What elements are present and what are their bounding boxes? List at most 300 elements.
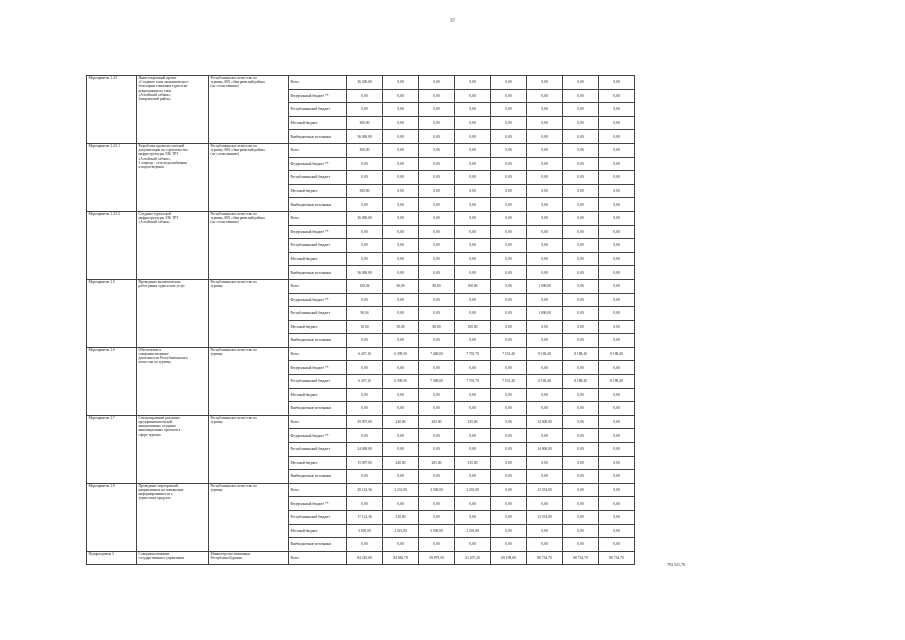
executor-cell: Республиканское агентство по туризму, МО «Заиграевский район» (по согласованию) bbox=[209, 143, 289, 211]
amount-cell: 0,00 bbox=[455, 361, 491, 375]
funding-source-cell: Федеральный бюджет ** bbox=[289, 497, 347, 511]
amount-cell: 7 400,00 bbox=[419, 375, 455, 389]
amount-cell: 17 122,36 bbox=[347, 511, 383, 525]
amount-cell: 0,00 bbox=[383, 388, 419, 402]
amount-cell: 205,00 bbox=[419, 456, 455, 470]
table-row bbox=[87, 279, 635, 293]
amount-cell: 300,00 bbox=[347, 184, 383, 198]
amount-cell: 0,00 bbox=[491, 279, 527, 293]
amount-cell: 0,00 bbox=[563, 279, 599, 293]
amount-cell: 0,00 bbox=[419, 443, 455, 457]
amount-cell: 2 201,00 bbox=[455, 524, 491, 538]
funding-source-cell: Внебюджетные источники bbox=[289, 198, 347, 212]
amount-cell: 0,00 bbox=[419, 157, 455, 171]
amount-cell: 0,00 bbox=[347, 470, 383, 484]
table-row bbox=[87, 483, 635, 497]
measure-cell: Подпрограмма 3 bbox=[87, 551, 137, 565]
amount-cell: 0,00 bbox=[527, 361, 563, 375]
amount-cell: 0,00 bbox=[599, 116, 635, 130]
amount-cell: 0,00 bbox=[347, 89, 383, 103]
amount-cell: 0,00 bbox=[455, 293, 491, 307]
amount-cell: 0,00 bbox=[491, 524, 527, 538]
measure-cell: Мероприятие 2.7 bbox=[87, 415, 137, 483]
amount-cell: 0,00 bbox=[347, 334, 383, 348]
executor-cell: Республиканское агентство по туризму bbox=[209, 347, 289, 415]
executor-cell: Республиканское агентство по туризму, МО «Заиграевский район» (по согласованию) bbox=[209, 76, 289, 144]
amount-cell: 8 188,40 bbox=[599, 375, 635, 389]
amount-cell: 13 554,00 bbox=[527, 511, 563, 525]
amount-cell: 0,00 bbox=[599, 456, 635, 470]
amount-cell: 0,00 bbox=[527, 266, 563, 280]
amount-cell: 0,00 bbox=[527, 89, 563, 103]
amount-cell: 0,00 bbox=[599, 511, 635, 525]
funding-source-cell: Всего bbox=[289, 415, 347, 429]
amount-cell: 1 000,00 bbox=[527, 307, 563, 321]
amount-cell: 61 457,20 bbox=[455, 551, 491, 565]
amount-cell: 0,00 bbox=[419, 511, 455, 525]
amount-cell: 8 188,40 bbox=[563, 347, 599, 361]
amount-cell: 69 198,00 bbox=[491, 551, 527, 565]
amount-cell: 0,00 bbox=[455, 76, 491, 90]
amount-cell: 3 021,00 bbox=[383, 524, 419, 538]
amount-cell: 0,00 bbox=[383, 443, 419, 457]
amount-cell: 0,00 bbox=[599, 320, 635, 334]
amount-cell: 0,00 bbox=[563, 456, 599, 470]
amount-cell: 0,00 bbox=[491, 456, 527, 470]
amount-cell: 0,00 bbox=[491, 171, 527, 185]
funding-source-cell: Внебюджетные источники bbox=[289, 538, 347, 552]
amount-cell: 0,00 bbox=[527, 456, 563, 470]
amount-cell: 0,00 bbox=[455, 470, 491, 484]
amount-cell: 0,00 bbox=[599, 307, 635, 321]
funding-source-cell: Республиканский бюджет bbox=[289, 239, 347, 253]
amount-cell: 0,00 bbox=[347, 293, 383, 307]
amount-cell: 0,00 bbox=[383, 76, 419, 90]
table-row bbox=[87, 415, 635, 429]
amount-cell: 0,00 bbox=[419, 388, 455, 402]
amount-cell: 0,00 bbox=[527, 76, 563, 90]
amount-cell: 0,00 bbox=[563, 320, 599, 334]
amount-cell: 0,00 bbox=[347, 361, 383, 375]
amount-cell: 36 000,00 bbox=[347, 130, 383, 144]
amount-cell: 0,00 bbox=[599, 443, 635, 457]
funding-source-cell: Местный бюджет bbox=[289, 116, 347, 130]
funding-source-cell: Республиканский бюджет bbox=[289, 375, 347, 389]
amount-cell: 0,00 bbox=[527, 470, 563, 484]
amount-cell: 0,00 bbox=[491, 497, 527, 511]
funding-source-cell: Республиканский бюджет bbox=[289, 307, 347, 321]
amount-cell: 0,00 bbox=[527, 130, 563, 144]
table-row bbox=[87, 551, 635, 565]
amount-cell: 300,00 bbox=[347, 143, 383, 157]
amount-cell: 0,00 bbox=[491, 157, 527, 171]
amount-cell: 0,00 bbox=[347, 402, 383, 416]
amount-cell: 0,00 bbox=[599, 524, 635, 538]
amount-cell: 0,00 bbox=[383, 252, 419, 266]
amount-cell: 0,00 bbox=[527, 116, 563, 130]
amount-cell: 0,00 bbox=[455, 103, 491, 117]
budget-table bbox=[86, 75, 635, 565]
funding-source-cell: Федеральный бюджет ** bbox=[289, 429, 347, 443]
amount-cell: 0,00 bbox=[455, 157, 491, 171]
amount-cell: 0,00 bbox=[491, 239, 527, 253]
amount-cell: 0,00 bbox=[419, 184, 455, 198]
amount-cell: 0,00 bbox=[491, 130, 527, 144]
amount-cell: 0,00 bbox=[383, 538, 419, 552]
amount-cell: 0,00 bbox=[563, 116, 599, 130]
funding-source-cell: Внебюджетные источники bbox=[289, 130, 347, 144]
amount-cell: 0,00 bbox=[599, 293, 635, 307]
amount-cell: 0,00 bbox=[491, 76, 527, 90]
amount-cell: 0,00 bbox=[527, 334, 563, 348]
amount-cell: 0,00 bbox=[491, 483, 527, 497]
amount-cell: 0,00 bbox=[383, 239, 419, 253]
amount-cell: 0,00 bbox=[563, 89, 599, 103]
amount-cell: 0,00 bbox=[599, 266, 635, 280]
amount-cell: 0,00 bbox=[491, 89, 527, 103]
amount-cell: 0,00 bbox=[599, 225, 635, 239]
funding-source-cell: Внебюджетные источники bbox=[289, 334, 347, 348]
amount-cell: 0,00 bbox=[347, 429, 383, 443]
amount-cell: 0,00 bbox=[563, 443, 599, 457]
amount-cell: 0,00 bbox=[563, 198, 599, 212]
amount-cell: 0,00 bbox=[527, 103, 563, 117]
amount-cell: 14 000,00 bbox=[527, 443, 563, 457]
amount-cell: 0,00 bbox=[455, 89, 491, 103]
amount-cell: 0,00 bbox=[491, 538, 527, 552]
funding-source-cell: Республиканский бюджет bbox=[289, 511, 347, 525]
amount-cell: 0,00 bbox=[383, 402, 419, 416]
amount-cell: 0,00 bbox=[563, 415, 599, 429]
amount-cell: 0,00 bbox=[347, 538, 383, 552]
amount-cell: 15 097,00 bbox=[347, 456, 383, 470]
funding-source-cell: Всего bbox=[289, 347, 347, 361]
table-body bbox=[87, 76, 635, 565]
amount-cell: 0,00 bbox=[599, 334, 635, 348]
amount-cell: 0,00 bbox=[383, 116, 419, 130]
amount-cell: 0,00 bbox=[419, 225, 455, 239]
amount-cell: 0,00 bbox=[419, 334, 455, 348]
funding-source-cell: Местный бюджет bbox=[289, 388, 347, 402]
amount-cell: 300,00 bbox=[347, 116, 383, 130]
amount-cell: 0,00 bbox=[491, 320, 527, 334]
amount-cell: 7 400,00 bbox=[419, 347, 455, 361]
amount-cell: 0,00 bbox=[563, 429, 599, 443]
amount-cell: 0,00 bbox=[383, 211, 419, 225]
amount-cell: 0,00 bbox=[419, 76, 455, 90]
measure-cell: Мероприятие 2.4.5 bbox=[87, 76, 137, 144]
table-row bbox=[87, 211, 635, 225]
measure-cell: Мероприятие 2.8 bbox=[87, 483, 137, 551]
amount-cell: 240,00 bbox=[383, 456, 419, 470]
amount-cell: 10,00 bbox=[347, 320, 383, 334]
amount-cell: 0,00 bbox=[527, 497, 563, 511]
funding-source-cell: Всего bbox=[289, 551, 347, 565]
amount-cell: 0,00 bbox=[563, 402, 599, 416]
amount-cell: 0,00 bbox=[419, 266, 455, 280]
amount-cell: 0,00 bbox=[347, 225, 383, 239]
amount-cell: 0,00 bbox=[491, 470, 527, 484]
measure-cell: Мероприятие 2.6 bbox=[87, 347, 137, 415]
amount-cell: 0,00 bbox=[527, 524, 563, 538]
amount-cell: 0,00 bbox=[491, 266, 527, 280]
measure-name-cell: Создание туристской инфраструктуры ЗЭБ ТРТ «Алтайский сабанч» bbox=[137, 211, 209, 279]
amount-cell: 0,00 bbox=[455, 511, 491, 525]
measure-name-cell: Инвестиционный проект «Создание зоны экономического благоприятствования туристско- рекреационного типа «Алтайский сабанч», Заиграевский район» bbox=[137, 76, 209, 144]
amount-cell: 0,00 bbox=[491, 252, 527, 266]
amount-cell: 0,00 bbox=[455, 252, 491, 266]
amount-cell: 0,00 bbox=[383, 470, 419, 484]
amount-cell: 0,00 bbox=[599, 470, 635, 484]
amount-cell: 20 123,36 bbox=[347, 483, 383, 497]
amount-cell: 0,00 bbox=[419, 252, 455, 266]
amount-cell: 0,00 bbox=[347, 157, 383, 171]
amount-cell: 0,00 bbox=[527, 198, 563, 212]
amount-cell: 0,00 bbox=[419, 116, 455, 130]
amount-cell: 0,00 bbox=[491, 511, 527, 525]
amount-cell: 0,00 bbox=[563, 184, 599, 198]
amount-cell: 6 399,50 bbox=[383, 375, 419, 389]
amount-cell: 0,00 bbox=[563, 334, 599, 348]
amount-cell: 0,00 bbox=[599, 171, 635, 185]
funding-source-cell: Всего bbox=[289, 279, 347, 293]
table-row bbox=[87, 143, 635, 157]
amount-cell: 0,00 bbox=[491, 116, 527, 130]
amount-cell: 0,00 bbox=[455, 388, 491, 402]
amount-cell: 0,00 bbox=[491, 334, 527, 348]
amount-cell: 1 000,00 bbox=[527, 279, 563, 293]
amount-cell: 100,00 bbox=[455, 320, 491, 334]
amount-cell: 0,00 bbox=[455, 497, 491, 511]
amount-cell: 0,00 bbox=[599, 157, 635, 171]
measure-cell: Мероприятие 2.4.5.2 bbox=[87, 211, 137, 279]
amount-cell: 80 734,70 bbox=[527, 551, 563, 565]
amount-cell: 0,00 bbox=[419, 130, 455, 144]
amount-cell: 0,00 bbox=[419, 103, 455, 117]
amount-cell: 0,00 bbox=[455, 116, 491, 130]
amount-cell: 0,00 bbox=[419, 497, 455, 511]
funding-source-cell: Федеральный бюджет ** bbox=[289, 157, 347, 171]
amount-cell: 0,00 bbox=[419, 293, 455, 307]
amount-cell: 0,00 bbox=[419, 429, 455, 443]
amount-cell: 50,00 bbox=[383, 279, 419, 293]
amount-cell: 0,00 bbox=[491, 211, 527, 225]
amount-cell: 0,00 bbox=[383, 157, 419, 171]
amount-cell: 0,00 bbox=[455, 538, 491, 552]
amount-cell: 0,00 bbox=[455, 443, 491, 457]
funding-source-cell: Федеральный бюджет ** bbox=[289, 293, 347, 307]
amount-cell: 8 188,40 bbox=[599, 347, 635, 361]
funding-source-cell: Местный бюджет bbox=[289, 252, 347, 266]
amount-cell: 0,00 bbox=[419, 470, 455, 484]
amount-cell: 0,00 bbox=[527, 252, 563, 266]
amount-cell: 0,00 bbox=[455, 334, 491, 348]
amount-cell: 0,00 bbox=[599, 89, 635, 103]
page-number: 37 bbox=[450, 19, 455, 24]
amount-cell: 84 245,00 bbox=[347, 551, 383, 565]
amount-cell: 0,00 bbox=[563, 511, 599, 525]
amount-cell: 0,00 bbox=[563, 524, 599, 538]
amount-cell: 2 201,00 bbox=[455, 483, 491, 497]
amount-cell: 0,00 bbox=[491, 429, 527, 443]
amount-cell: 36 000,00 bbox=[347, 211, 383, 225]
amount-cell: 0,00 bbox=[491, 225, 527, 239]
funding-source-cell: Местный бюджет bbox=[289, 524, 347, 538]
amount-cell: 0,00 bbox=[599, 402, 635, 416]
amount-cell: 0,00 bbox=[455, 198, 491, 212]
amount-cell: 0,00 bbox=[599, 252, 635, 266]
amount-cell: 8 169,40 bbox=[527, 347, 563, 361]
amount-cell: 0,00 bbox=[383, 143, 419, 157]
amount-cell: 0,00 bbox=[563, 293, 599, 307]
amount-cell: 205,00 bbox=[419, 415, 455, 429]
amount-cell: 0,00 bbox=[491, 198, 527, 212]
funding-source-cell: Всего bbox=[289, 211, 347, 225]
amount-cell: 0,00 bbox=[599, 239, 635, 253]
measure-cell: Мероприятие 2.4.5.1 bbox=[87, 143, 137, 211]
amount-cell: 14 000,00 bbox=[527, 415, 563, 429]
amount-cell: 0,00 bbox=[383, 266, 419, 280]
amount-cell: 0,00 bbox=[563, 239, 599, 253]
amount-cell: 0,00 bbox=[383, 497, 419, 511]
amount-cell: 0,00 bbox=[563, 225, 599, 239]
amount-cell: 0,00 bbox=[563, 538, 599, 552]
funding-source-cell: Республиканский бюджет bbox=[289, 171, 347, 185]
amount-cell: 80,00 bbox=[419, 320, 455, 334]
amount-cell: 0,00 bbox=[347, 497, 383, 511]
funding-source-cell: Федеральный бюджет ** bbox=[289, 89, 347, 103]
amount-cell: 0,00 bbox=[563, 266, 599, 280]
amount-cell: 0,00 bbox=[419, 538, 455, 552]
executor-cell: Республиканское агентство по туризму, МО «Заиграевский район» (по согласованию) bbox=[209, 211, 289, 279]
amount-cell: 0,00 bbox=[563, 307, 599, 321]
side-total: 793 521,70 bbox=[667, 562, 685, 567]
measure-name-cell: Разработка проектно-сметной документации на строительство инфраструктуры ЗЭБ ТРТ «Алтайский сабанч», 1 очередь - сеть водоснабжения и водоотведения bbox=[137, 143, 209, 211]
amount-cell: 0,00 bbox=[527, 184, 563, 198]
amount-cell: 0,00 bbox=[527, 225, 563, 239]
amount-cell: 7 531,40 bbox=[491, 375, 527, 389]
amount-cell: 0,00 bbox=[563, 252, 599, 266]
amount-cell: 0,00 bbox=[383, 429, 419, 443]
funding-source-cell: Местный бюджет bbox=[289, 184, 347, 198]
funding-source-cell: Внебюджетные источники bbox=[289, 470, 347, 484]
amount-cell: 0,00 bbox=[599, 538, 635, 552]
funding-source-cell: Республиканский бюджет bbox=[289, 443, 347, 457]
amount-cell: 7 701,70 bbox=[455, 375, 491, 389]
amount-cell: 0,00 bbox=[347, 239, 383, 253]
amount-cell: 90,04 bbox=[347, 307, 383, 321]
amount-cell: 6 437,10 bbox=[347, 375, 383, 389]
amount-cell: 0,00 bbox=[563, 211, 599, 225]
amount-cell: 80 734,70 bbox=[563, 551, 599, 565]
amount-cell: 0,00 bbox=[599, 143, 635, 157]
amount-cell: 0,00 bbox=[347, 198, 383, 212]
amount-cell: 0,00 bbox=[383, 293, 419, 307]
amount-cell: 0,00 bbox=[455, 171, 491, 185]
amount-cell: 100,04 bbox=[347, 279, 383, 293]
amount-cell: 0,00 bbox=[347, 103, 383, 117]
amount-cell: 210,00 bbox=[383, 511, 419, 525]
amount-cell: 0,00 bbox=[455, 211, 491, 225]
funding-source-cell: Всего bbox=[289, 483, 347, 497]
amount-cell: 0,00 bbox=[527, 538, 563, 552]
amount-cell: 0,00 bbox=[383, 103, 419, 117]
amount-cell: 24 000,00 bbox=[347, 443, 383, 457]
amount-cell: 13 554,00 bbox=[527, 483, 563, 497]
amount-cell: 0,00 bbox=[527, 143, 563, 157]
amount-cell: 0,00 bbox=[563, 143, 599, 157]
amount-cell: 0,00 bbox=[527, 171, 563, 185]
table-row bbox=[87, 76, 635, 90]
amount-cell: 0,00 bbox=[599, 103, 635, 117]
amount-cell: 0,00 bbox=[419, 402, 455, 416]
executor-cell: Республиканское агентство по туризму bbox=[209, 415, 289, 483]
amount-cell: 0,00 bbox=[527, 388, 563, 402]
funding-source-cell: Местный бюджет bbox=[289, 456, 347, 470]
amount-cell: 7 701,70 bbox=[455, 347, 491, 361]
amount-cell: 0,00 bbox=[527, 157, 563, 171]
amount-cell: 0,00 bbox=[491, 184, 527, 198]
amount-cell: 0,00 bbox=[419, 239, 455, 253]
amount-cell: 0,00 bbox=[491, 307, 527, 321]
amount-cell: 0,00 bbox=[419, 89, 455, 103]
amount-cell: 0,00 bbox=[563, 76, 599, 90]
amount-cell: 100,00 bbox=[455, 279, 491, 293]
amount-cell: 0,00 bbox=[347, 252, 383, 266]
amount-cell: 0,00 bbox=[599, 279, 635, 293]
measure-name-cell: Проведение мероприятий, направленных на повышение информированности о туристском продукте bbox=[137, 483, 209, 551]
amount-cell: 0,00 bbox=[599, 130, 635, 144]
amount-cell: 0,00 bbox=[563, 130, 599, 144]
amount-cell: 0,00 bbox=[455, 429, 491, 443]
executor-cell: Министерство экономики Республики Бурятия bbox=[209, 551, 289, 565]
amount-cell: 0,00 bbox=[383, 334, 419, 348]
amount-cell: 0,00 bbox=[563, 470, 599, 484]
funding-source-cell: Федеральный бюджет ** bbox=[289, 361, 347, 375]
amount-cell: 0,00 bbox=[347, 388, 383, 402]
amount-cell: 50,00 bbox=[383, 320, 419, 334]
amount-cell: 0,00 bbox=[599, 361, 635, 375]
amount-cell: 0,00 bbox=[455, 225, 491, 239]
measure-name-cell: Совершенствование государственного управления bbox=[137, 551, 209, 565]
amount-cell: 36 000,00 bbox=[347, 266, 383, 280]
amount-cell: 0,00 bbox=[491, 443, 527, 457]
amount-cell: 0,00 bbox=[347, 171, 383, 185]
amount-cell: 0,00 bbox=[383, 130, 419, 144]
amount-cell: 0,00 bbox=[491, 361, 527, 375]
amount-cell: 0,00 bbox=[527, 429, 563, 443]
table-row bbox=[87, 347, 635, 361]
amount-cell: 0,00 bbox=[455, 402, 491, 416]
amount-cell: 0,00 bbox=[491, 143, 527, 157]
amount-cell: 0,00 bbox=[383, 171, 419, 185]
amount-cell: 0,00 bbox=[455, 143, 491, 157]
amount-cell: 3 500,00 bbox=[419, 524, 455, 538]
amount-cell: 3 001,00 bbox=[347, 524, 383, 538]
amount-cell: 39 097,00 bbox=[347, 415, 383, 429]
amount-cell: 8 169,40 bbox=[527, 375, 563, 389]
funding-source-cell: Всего bbox=[289, 143, 347, 157]
amount-cell: 36 300,00 bbox=[347, 76, 383, 90]
amount-cell: 0,00 bbox=[527, 402, 563, 416]
amount-cell: 0,00 bbox=[599, 211, 635, 225]
amount-cell: 0,00 bbox=[563, 157, 599, 171]
amount-cell: 335,00 bbox=[455, 456, 491, 470]
amount-cell: 240,00 bbox=[383, 415, 419, 429]
amount-cell: 0,00 bbox=[491, 415, 527, 429]
amount-cell: 0,00 bbox=[599, 483, 635, 497]
amount-cell: 7 531,40 bbox=[491, 347, 527, 361]
